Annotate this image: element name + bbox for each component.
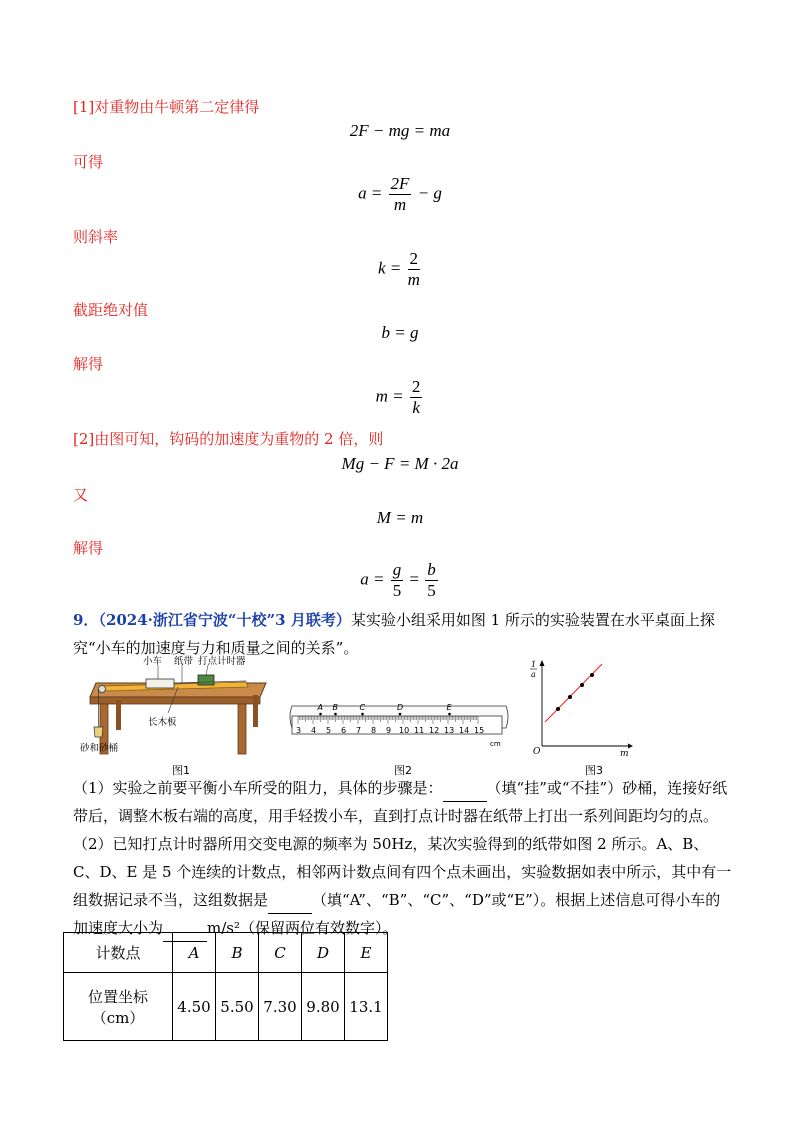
fit-line xyxy=(545,664,602,722)
ruler-label: 5 xyxy=(326,726,332,735)
table-data-row xyxy=(64,973,388,1041)
solution-line-2: 可得 xyxy=(73,153,104,171)
question-source: （2024·浙江省宁波“十校”3 月联考） xyxy=(98,611,351,629)
part-1-text-a: （1）实验之前要平衡小车所受的阻力，具体的步骤是： xyxy=(73,779,443,797)
value-cell: 5.50 xyxy=(216,973,259,1041)
value-cell: 13.1 xyxy=(345,973,388,1041)
eq3-fraction xyxy=(408,249,421,290)
ruler-label: 7 xyxy=(356,726,362,735)
figure-3-plot xyxy=(528,660,634,756)
value-cell: 9.80 xyxy=(302,973,345,1041)
ruler-label: 9 xyxy=(386,726,392,735)
figure-3-caption: 图3 xyxy=(585,764,603,777)
eq3-denominator: m xyxy=(407,270,420,289)
plot-point xyxy=(568,695,572,699)
eq2-rest: − g xyxy=(417,183,442,203)
header-cell: 计数点 xyxy=(64,933,173,973)
value-cell: 4.50 xyxy=(173,973,216,1041)
eq8-denominator-2: 5 xyxy=(427,581,436,600)
table-leg-right xyxy=(238,704,246,754)
eq8-fraction-2 xyxy=(425,560,438,601)
table-header-row xyxy=(64,933,388,973)
timer xyxy=(198,675,214,685)
ruler-unit: cm xyxy=(490,740,501,748)
equation-6: Mg − F = M · 2a xyxy=(341,454,459,473)
ruler-label: 6 xyxy=(341,726,347,735)
x-label: m xyxy=(620,749,629,756)
row-label-2: （cm） xyxy=(91,1008,145,1027)
answer-blank-2[interactable] xyxy=(268,897,312,914)
eq2-denominator: m xyxy=(393,195,407,214)
eq5-numerator: 2 xyxy=(411,377,421,396)
plot-point xyxy=(580,683,584,687)
question-number: 9． xyxy=(73,611,99,629)
figure-2-tape xyxy=(286,694,512,750)
eq8-numerator-2: b xyxy=(427,560,436,579)
tape-dot-d xyxy=(399,713,402,716)
figure-1-caption: 图1 xyxy=(172,764,190,777)
header-cell: A xyxy=(173,933,216,973)
label-board: 长木板 xyxy=(148,717,177,728)
eq2-numerator: 2F xyxy=(390,174,410,193)
ruler-label: 11 xyxy=(414,726,425,735)
solution-line-8: 解得 xyxy=(73,539,104,557)
tape-point-label: A xyxy=(317,703,323,712)
equation-2 xyxy=(0,174,800,215)
solution-line-6: [2]由图可知，钩码的加速度为重物的 2 倍，则 xyxy=(73,430,384,448)
pulley xyxy=(99,686,106,693)
label-cart: 小车 xyxy=(143,656,163,667)
eq8-fraction-1 xyxy=(391,560,404,601)
tape-dot-a xyxy=(319,713,322,716)
part-2-text-b: （填“A”、“B”、“C”、“D”或“E”）。根据上述信息可得小车的加速度大小为 xyxy=(73,891,721,937)
tape-point-label: E xyxy=(446,703,452,712)
cart xyxy=(146,679,174,688)
eq5-fraction xyxy=(410,377,423,418)
eq3-numerator: 2 xyxy=(409,249,419,268)
tape-point-label: C xyxy=(359,703,366,712)
ruler-label: 10 xyxy=(399,726,410,735)
solution-line-7: 又 xyxy=(73,486,89,504)
tape-dot-c xyxy=(361,713,364,716)
sand-bucket xyxy=(94,727,103,737)
label-bucket: 砂和砂桶 xyxy=(80,743,119,754)
label-timer: 打点计时器 xyxy=(198,656,246,667)
part-2-text-a: （2）已知打点计时器所用交变电源的频率为 50Hz，某次实验得到的纸带如图 2 所示。A、B、C、D、E 是 5 个连续的计数点，相邻两计数点间有四个点未画出，实验数据如表中所示，其中有一组数据记录不当，这组数据是 xyxy=(73,835,732,909)
row-label-1: 位置坐标 xyxy=(87,987,148,1006)
tape-dot-e xyxy=(448,713,451,716)
ruler-label: 12 xyxy=(429,726,440,735)
figure-1-apparatus xyxy=(78,655,273,765)
eq2-lhs: a = xyxy=(358,183,383,203)
solution-line-3: 则斜率 xyxy=(73,228,119,246)
question-text: 某实验小组采用如图 1 所示的实验装置在水平桌面上探究“小车的加速度与力和质量之间的关系”。 xyxy=(73,611,715,657)
eq8-denominator-1: 5 xyxy=(392,581,402,600)
value-cell: 7.30 xyxy=(259,973,302,1041)
solution-line-5: 解得 xyxy=(73,355,104,373)
part-2 xyxy=(73,830,733,942)
question-intro xyxy=(73,606,733,662)
eq5-denominator: k xyxy=(412,398,420,417)
y-label-num: 1 xyxy=(531,660,537,669)
ruler-label: 14 xyxy=(459,726,470,735)
eq3-lhs: k = xyxy=(377,258,402,278)
header-cell: B xyxy=(216,933,259,973)
tape-point-label: D xyxy=(397,703,404,712)
ruler-label: 4 xyxy=(311,726,317,735)
data-table xyxy=(63,932,388,1041)
row-label-cell xyxy=(64,973,173,1041)
table-leg-back-left xyxy=(116,700,121,730)
table-leg-back-right xyxy=(253,695,258,727)
eq8-numerator-1: g xyxy=(392,560,402,579)
ruler-label: 15 xyxy=(474,726,485,735)
equation-4: b = g xyxy=(381,323,419,342)
plot-point xyxy=(556,707,560,711)
eq8-lhs: a = xyxy=(360,569,385,589)
table-edge xyxy=(90,697,260,704)
equation-8 xyxy=(0,560,800,601)
eq5-lhs: m = xyxy=(375,386,404,406)
solution-line-4: 截距绝对值 xyxy=(73,301,149,319)
equation-5 xyxy=(0,377,800,418)
ruler-label: 3 xyxy=(296,726,302,735)
header-cell: D xyxy=(302,933,345,973)
y-label-den: a xyxy=(531,670,536,679)
tape-dot-b xyxy=(334,713,337,716)
tape-point-label: B xyxy=(332,703,338,712)
ruler-label: 13 xyxy=(444,726,455,735)
header-cell: C xyxy=(259,933,302,973)
eq8-equals: = xyxy=(409,569,420,589)
y-axis-arrow xyxy=(540,660,545,666)
label-tape: 纸带 xyxy=(174,656,194,667)
x-axis-arrow xyxy=(628,744,633,749)
part-1 xyxy=(73,774,733,830)
eq2-fraction xyxy=(389,174,412,215)
equation-1: 2F − mg = ma xyxy=(349,121,451,140)
ruler-label: 8 xyxy=(371,726,377,735)
plot-point xyxy=(590,673,594,677)
origin-label: O xyxy=(533,747,541,756)
answer-blank-1[interactable] xyxy=(443,785,487,802)
part-1-text-b: （填“挂”或“不挂”）砂桶，连接好纸带后，调整木板右端的高度，用手轻拨小车，直到打点计时器在纸带上打出一系列间距均匀的点。 xyxy=(73,779,728,825)
equation-7: M = m xyxy=(376,508,424,527)
part-2-text-c: m/s²（保留两位有效数字）。 xyxy=(207,919,398,937)
header-cell: E xyxy=(345,933,388,973)
figure-2-caption: 图2 xyxy=(394,764,412,777)
equation-3 xyxy=(0,249,800,290)
solution-line-1: [1]对重物由牛顿第二定律得 xyxy=(73,98,260,116)
